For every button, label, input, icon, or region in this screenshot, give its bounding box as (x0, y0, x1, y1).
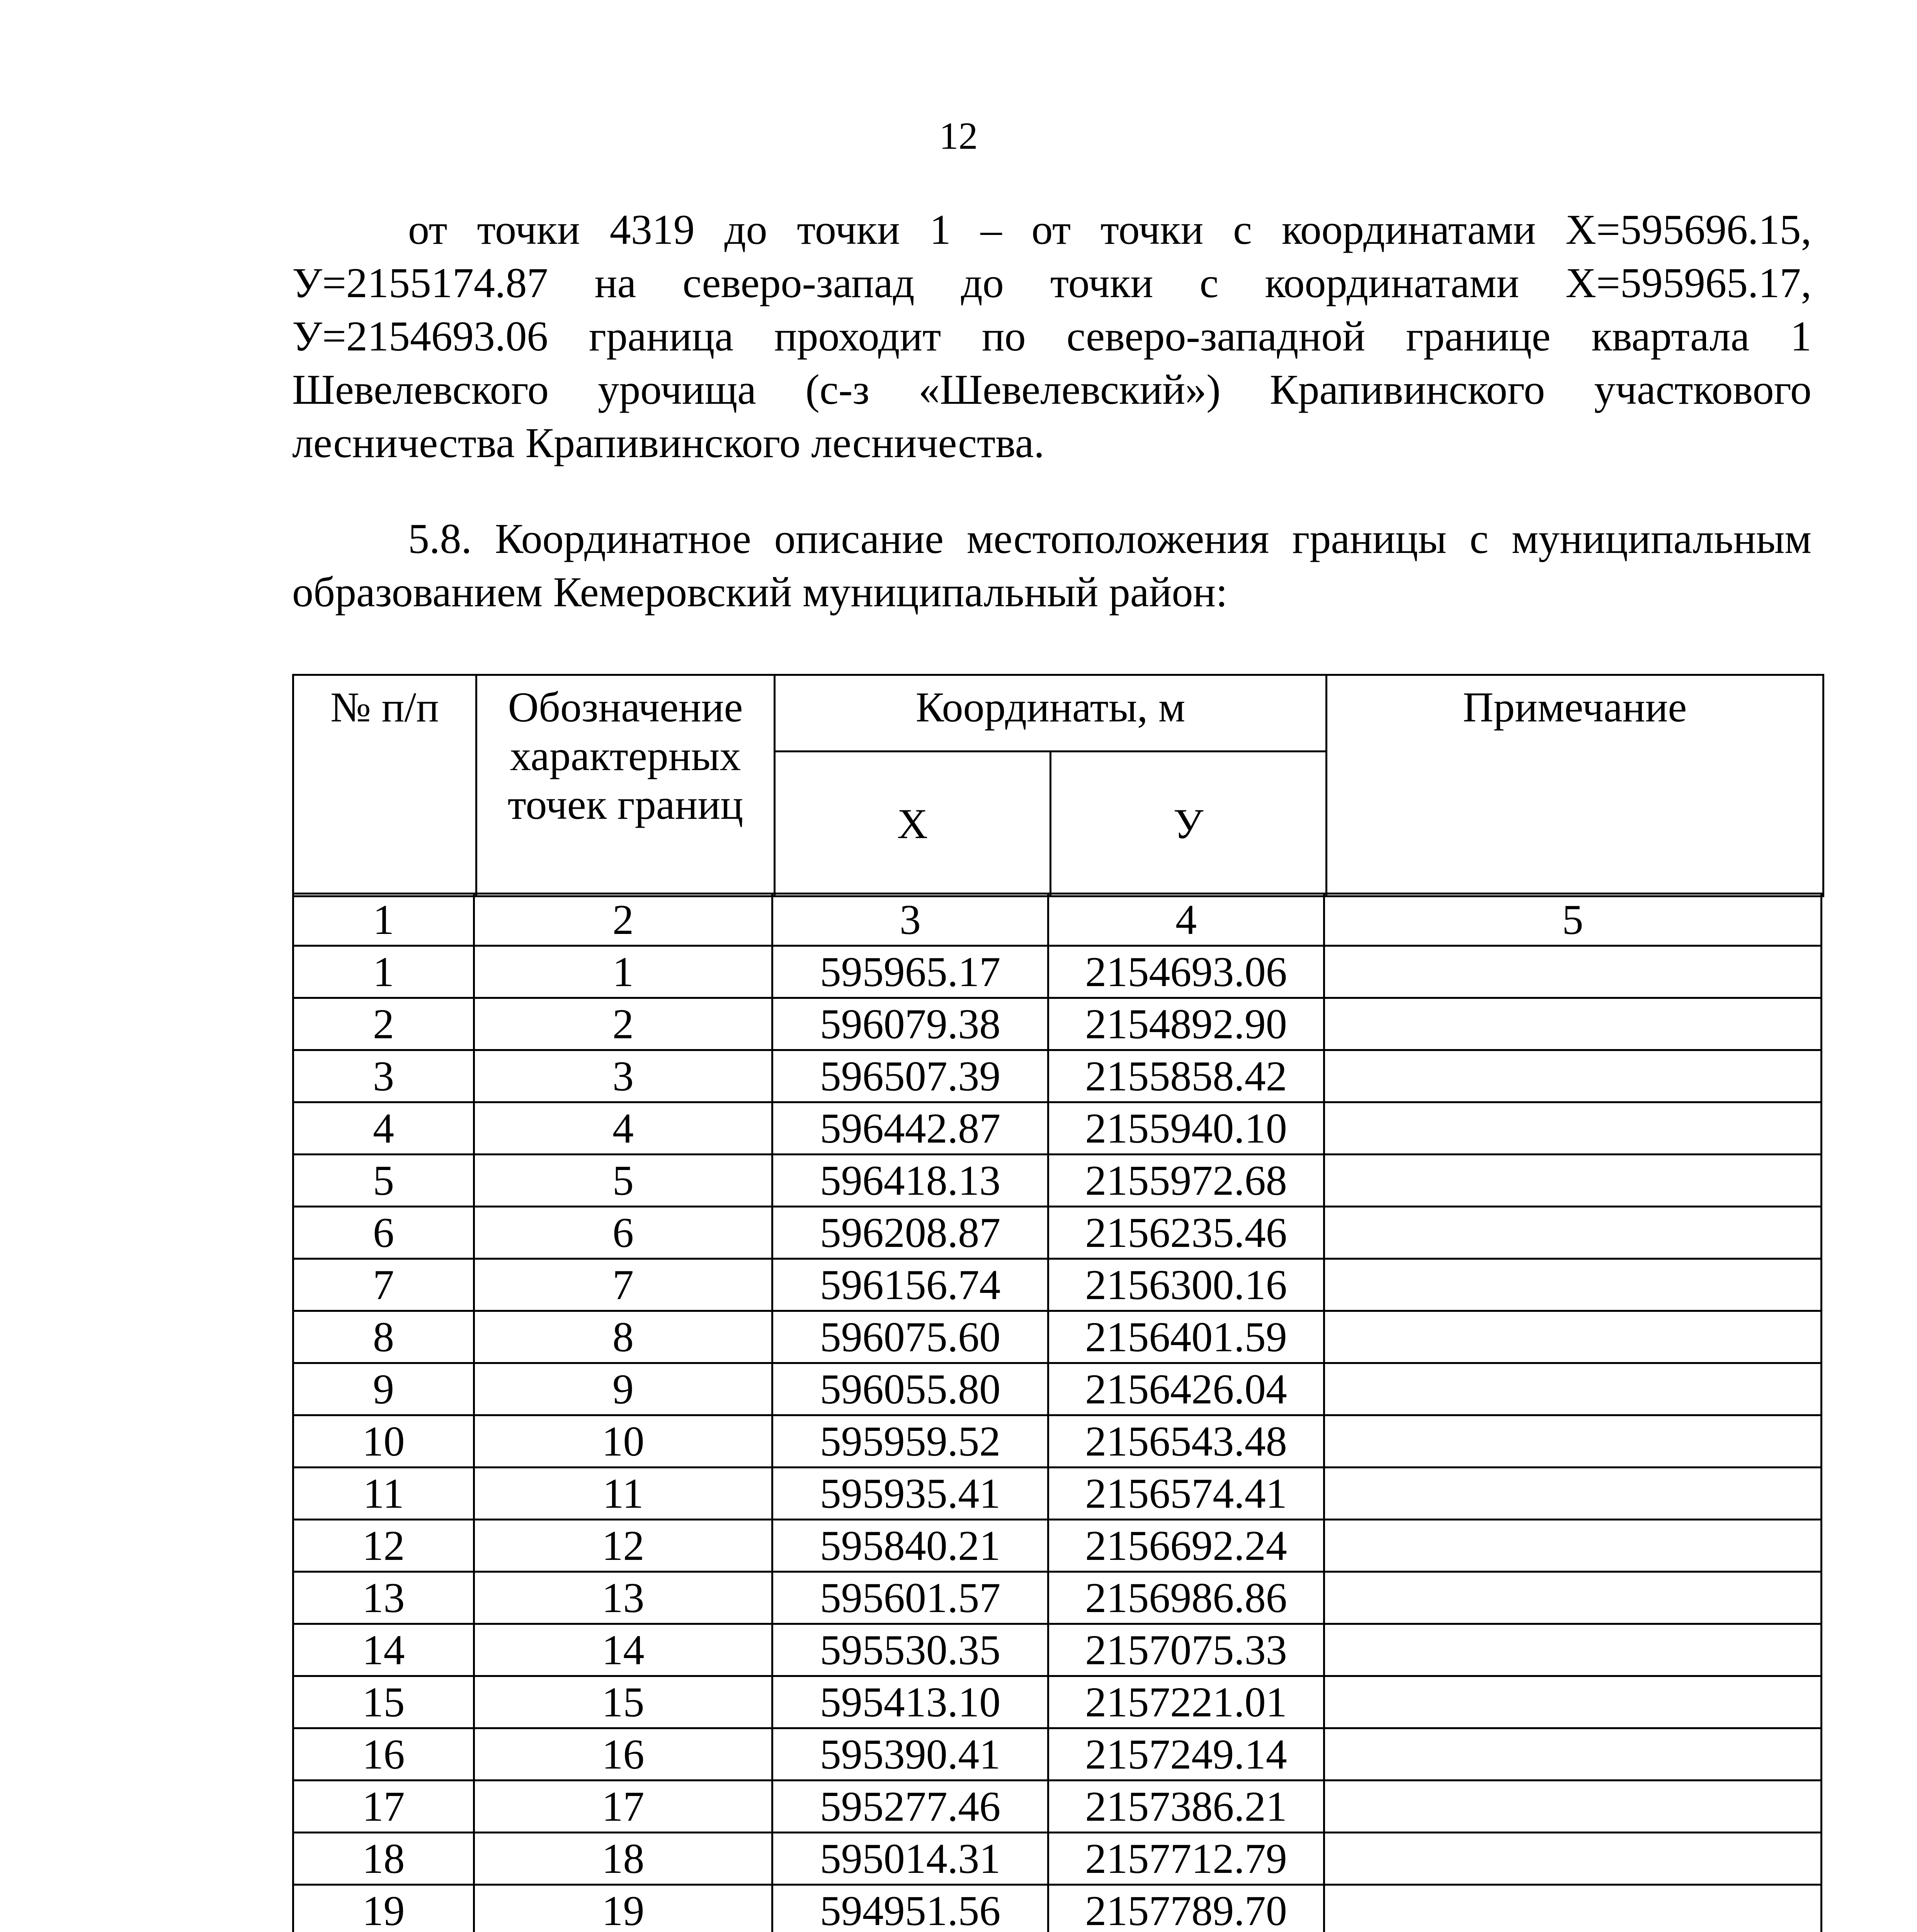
cell-number: 14 (293, 1624, 474, 1676)
cell-point: 11 (474, 1468, 772, 1520)
cell-y: 2156574.41 (1048, 1468, 1324, 1520)
cell-note (1324, 1624, 1822, 1676)
cell-point: 9 (474, 1363, 772, 1415)
cell-number: 10 (293, 1415, 474, 1468)
cell-y: 2154892.90 (1048, 998, 1324, 1050)
cell-point: 16 (474, 1728, 772, 1781)
cell-x: 596442.87 (772, 1102, 1048, 1155)
cell-point: 3 (474, 1050, 772, 1102)
cell-number: 15 (293, 1676, 474, 1728)
page-number: 12 (939, 114, 978, 157)
cell-note (1324, 1102, 1822, 1155)
table-row (293, 1624, 1822, 1676)
cell-point: 13 (474, 1572, 772, 1624)
cell-point: 1 (474, 946, 772, 998)
column-number-row (293, 894, 1822, 946)
cell-x: 596507.39 (772, 1050, 1048, 1102)
cell-y: 2157386.21 (1048, 1781, 1324, 1833)
cell-number: 11 (293, 1468, 474, 1520)
cell-point: 10 (474, 1415, 772, 1468)
column-number: 3 (772, 894, 1048, 946)
cell-y: 2156692.24 (1048, 1520, 1324, 1572)
table-row (293, 1885, 1822, 1932)
cell-y: 2156401.59 (1048, 1311, 1324, 1363)
cell-note (1324, 1050, 1822, 1102)
paragraph-section-heading (292, 512, 1812, 619)
cell-y: 2155972.68 (1048, 1155, 1324, 1207)
cell-number: 2 (293, 998, 474, 1050)
column-number: 5 (1324, 894, 1822, 946)
cell-number: 8 (293, 1311, 474, 1363)
cell-note (1324, 1468, 1822, 1520)
cell-note (1324, 1363, 1822, 1415)
cell-note (1324, 1155, 1822, 1207)
table-row (293, 1363, 1822, 1415)
cell-number: 19 (293, 1885, 474, 1932)
cell-point: 17 (474, 1781, 772, 1833)
cell-number: 18 (293, 1833, 474, 1885)
table-row (293, 1520, 1822, 1572)
cell-note (1324, 1572, 1822, 1624)
cell-note (1324, 998, 1822, 1050)
table-row (293, 1728, 1822, 1781)
cell-x: 595601.57 (772, 1572, 1048, 1624)
cell-y: 2157712.79 (1048, 1833, 1324, 1885)
cell-number: 13 (293, 1572, 474, 1624)
cell-number: 17 (293, 1781, 474, 1833)
coordinates-table (292, 893, 1822, 1932)
cell-y: 2157221.01 (1048, 1676, 1324, 1728)
cell-point: 8 (474, 1311, 772, 1363)
coordinates-table-body (293, 894, 1822, 1932)
cell-point: 7 (474, 1259, 772, 1311)
cell-note (1324, 1207, 1822, 1259)
table-row (293, 1415, 1822, 1468)
cell-number: 9 (293, 1363, 474, 1415)
cell-note (1324, 1415, 1822, 1468)
cell-y: 2154693.06 (1048, 946, 1324, 998)
cell-y: 2157789.70 (1048, 1885, 1324, 1932)
cell-point: 18 (474, 1833, 772, 1885)
column-number: 4 (1048, 894, 1324, 946)
header-note: Примечание (1327, 675, 1823, 896)
cell-x: 595014.31 (772, 1833, 1048, 1885)
cell-x: 595530.35 (772, 1624, 1048, 1676)
cell-number: 7 (293, 1259, 474, 1311)
paragraph-text: от точки 4319 до точки 1 – от точки с координатами Х=595696.15, У=2155174.87 на северо-запад до точки с координатами Х=595965.17, У=2154693.06 граница проходит по северо-западной границе квартала 1 Шевелевского урочища (с-з «Шевелевский») Крапивинского участкового лесничества Крапивинского лесничества. (292, 206, 1812, 466)
cell-note (1324, 1311, 1822, 1363)
cell-y: 2156426.04 (1048, 1363, 1324, 1415)
table-row (293, 1102, 1822, 1155)
header-y: У (1051, 752, 1327, 896)
cell-y: 2156300.16 (1048, 1259, 1324, 1311)
table-row (293, 1259, 1822, 1311)
cell-x: 595277.46 (772, 1781, 1048, 1833)
cell-x: 595959.52 (772, 1415, 1048, 1468)
cell-point: 2 (474, 998, 772, 1050)
table-row (293, 1833, 1822, 1885)
paragraph-text: 5.8. Координатное описание местоположения границы с муниципальным образованием Кемеровский муниципальный район: (292, 515, 1812, 616)
column-number: 1 (293, 894, 474, 946)
cell-y: 2157075.33 (1048, 1624, 1324, 1676)
cell-note (1324, 946, 1822, 998)
column-number: 2 (474, 894, 772, 946)
cell-number: 1 (293, 946, 474, 998)
cell-x: 596055.80 (772, 1363, 1048, 1415)
cell-x: 596079.38 (772, 998, 1048, 1050)
table-row (293, 1050, 1822, 1102)
cell-x: 594951.56 (772, 1885, 1048, 1932)
header-x: Х (775, 752, 1051, 896)
cell-y: 2157249.14 (1048, 1728, 1324, 1781)
table-header (292, 674, 1824, 897)
cell-number: 4 (293, 1102, 474, 1155)
table-row (293, 1311, 1822, 1363)
cell-point: 14 (474, 1624, 772, 1676)
paragraph-boundary-description (292, 203, 1812, 469)
cell-number: 6 (293, 1207, 474, 1259)
cell-number: 16 (293, 1728, 474, 1781)
cell-point: 5 (474, 1155, 772, 1207)
cell-point: 19 (474, 1885, 772, 1932)
cell-note (1324, 1885, 1822, 1932)
cell-y: 2155858.42 (1048, 1050, 1324, 1102)
cell-x: 596208.87 (772, 1207, 1048, 1259)
cell-x: 595413.10 (772, 1676, 1048, 1728)
cell-x: 596418.13 (772, 1155, 1048, 1207)
cell-x: 595840.21 (772, 1520, 1048, 1572)
cell-y: 2156986.86 (1048, 1572, 1324, 1624)
table-row (293, 1155, 1822, 1207)
cell-note (1324, 1728, 1822, 1781)
cell-x: 596156.74 (772, 1259, 1048, 1311)
cell-x: 595935.41 (772, 1468, 1048, 1520)
cell-point: 4 (474, 1102, 772, 1155)
header-designation: Обозначение характерных точек границ (476, 675, 775, 896)
table-row (293, 1781, 1822, 1833)
table-row (293, 1676, 1822, 1728)
cell-point: 6 (474, 1207, 772, 1259)
table-row (293, 946, 1822, 998)
cell-note (1324, 1520, 1822, 1572)
cell-note (1324, 1781, 1822, 1833)
cell-x: 596075.60 (772, 1311, 1048, 1363)
header-coordinates: Координаты, м (775, 675, 1327, 752)
cell-point: 12 (474, 1520, 772, 1572)
cell-y: 2156543.48 (1048, 1415, 1324, 1468)
cell-y: 2155940.10 (1048, 1102, 1324, 1155)
cell-y: 2156235.46 (1048, 1207, 1324, 1259)
table-row (293, 1468, 1822, 1520)
cell-note (1324, 1833, 1822, 1885)
cell-number: 3 (293, 1050, 474, 1102)
cell-note (1324, 1259, 1822, 1311)
header-number: № п/п (293, 675, 476, 896)
cell-point: 15 (474, 1676, 772, 1728)
table-row (293, 1207, 1822, 1259)
cell-number: 5 (293, 1155, 474, 1207)
cell-number: 12 (293, 1520, 474, 1572)
table-row (293, 998, 1822, 1050)
table-row (293, 1572, 1822, 1624)
cell-x: 595965.17 (772, 946, 1048, 998)
cell-note (1324, 1676, 1822, 1728)
cell-x: 595390.41 (772, 1728, 1048, 1781)
